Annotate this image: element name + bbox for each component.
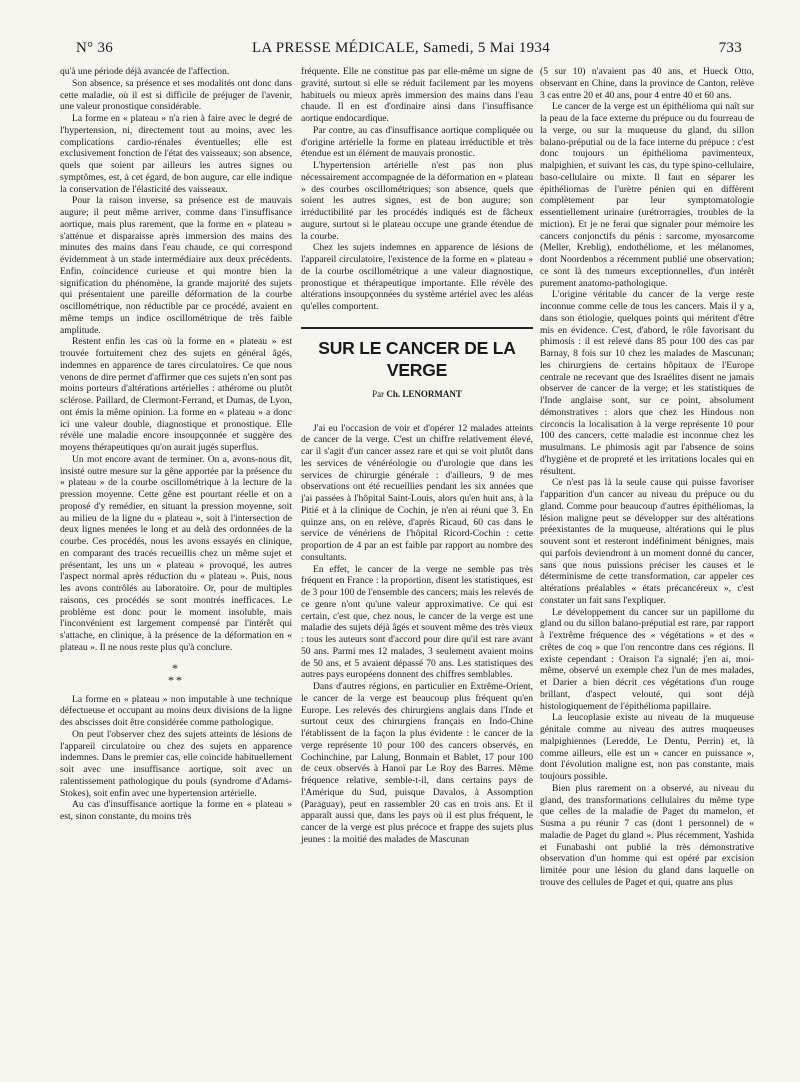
- paragraph: Restent enfin les cas où la forme en « plateau » est trouvée fortuitement chez des sujets en général âgés, indemnes en apparence de tares circulatoires. Ce que nous venons de dire permet d'affirmer que ces sujets n'en sont pas moins porteurs d'altérations artérielles : athérome ou plutôt sclérose. Paillard, de Clermont-Ferrand, et Dumas, de Lyon, ont émis la même opinion. La forme en « plateau » a donc ici une valeur double, diagnostique et pronostique. Elle révèle une maladie encore insoupçonnée et suggère des moyens thérapeutiques qu'on aurait jugés superflus.: [60, 336, 292, 453]
- column-3: [540, 66, 754, 889]
- byline-author: Ch. LENORMANT: [386, 388, 462, 399]
- page-header: [60, 40, 742, 60]
- byline-prefix: Par: [372, 388, 385, 399]
- section-separator: * **: [168, 660, 184, 687]
- paragraph: Bien plus rarement on a observé, au niveau du gland, des transformations cellulaires du même type que celles de la maladie de Paget du mamelon, et Susma a pu réunir 7 cas (dont 1 personnel) de « maladie de Paget du gland ». Plus récemment, Yashida et Funabashi ont publié la très démonstrative observation d'un homme qui est opéré par excision limitée pour une lésion du gland dans laquelle on trouve des cellules de Paget et qui, quatre ans plus: [540, 782, 754, 888]
- paragraph: J'ai eu l'occasion de voir et d'opérer 12 malades atteints de cancer de la verge. C'est un chiffre relativement élevé, car il s'agit d'un cancer assez rare et qui se voit plutôt dans les services de vénéréologie ou d'urologie que dans les services de chirurgie générale : d'ailleurs, 9 de mes observations ont été recueillies pendant les six années que j'ai passées à l'hôpital Saint-Louis, alors qu'en huit ans, à la Pitié et à la clinique de Cochin, je n'en ai réuni que 3. En quinze ans, on en relève, d'après Ricaud, 60 cas dans le service de vénériens de l'hôpital Ricord-Cochin : cette proportion de 4 par an est faible par rapport au nombre des consultants.: [301, 422, 533, 563]
- paragraph: En effet, le cancer de la verge ne semble pas très fréquent en France : la proportion, disent les statistiques, est de 3 pour 100 de l'ensemble des cancers; mais les relevés de ce genre n'ont qu'une valeur approximative. Ce qui est certain, c'est que, chez nous, le cancer de la verge est une maladie des sujets déjà âgés et souvent même des très vieux : tous les auteurs sont d'accord pour dire qu'il est rare avant 50 ans. Parmi mes 12 malades, 3 seulement avaient moins de 50 ans, et 5 avaient dépassé 70 ans. Les statistiques des autres pays européens donnent des chiffres semblables.: [301, 563, 533, 681]
- paragraph: Au cas d'insuffisance aortique la forme en « plateau » est, sinon constante, du moins très: [60, 799, 292, 822]
- paragraph: Pour la raison inverse, sa présence est de mauvais augure; il peut même arriver, comme dans l'insuffisance aortique, mais plus rarement, que la forme en « plateau » s'atténue et disparaisse après immersion des mains des minutes des mains dans l'eau chaude, ce qui correspond évidemment à un stade intermédiaire aux deux précédents. Enfin, coïncidence curieuse et qui montre bien la signification du phénomène, la grande majorité des sujets qui présentaient une pareille déformation de la courbe oscillométrique, non réductible par ce procédé, avaient en même temps un indice oscillométrique de très faible amplitude.: [60, 195, 292, 336]
- article-title: SUR LE CANCER DE LA VERGE: [318, 337, 516, 380]
- paragraph: Un mot encore avant de terminer. On a, avons-nous dit, insisté outre mesure sur la gêne apportée par la présence du « plateau » de la courbe oscillométrique à la lecture de la pression moyenne. Cette gêne est pourtant réelle et on a proposé d'y remédier, en situant la pression moyenne, soit au milieu de la ligne du « plateau », soit à l'intersection de deux lignes menées le long et au delà des ordonnées de la courbe. Ces procédés, nous les avons essayés en clinique, en comparant des tracés recueillis chez un même sujet et présentant, les uns un « plateau » provoqué, les autres l'aspect normal après réduction du « plateau ». Puis, nous les avons contrôlés au laboratoire. Or, pour de multiples raisons, ces procédés se sont montrés inefficaces. Le problème est donc pour le moment insoluble, mais l'inconvénient est largement compensé par l'intérêt qui s'attache, en clinique, à la présence de la déformation en « plateau ». Il ne nous reste plus qu'à conclure.: [60, 453, 292, 653]
- paragraph: (5 sur 10) n'avaient pas 40 ans, et Hueck Otto, observant en Chine, dans la province de Canton, relève 3 cas entre 20 et 40 ans, pour 4 entre 40 et 60 ans.: [540, 66, 754, 101]
- paragraph: Son absence, sa présence et ses modalités ont donc dans cette maladie, où il est si difficile de préjuger de l'avenir, une valeur pronostique considérable.: [60, 77, 292, 113]
- paragraph: Par contre, au cas d'insuffisance aortique compliquée ou d'origine artérielle la forme en plateau irréductible et très étendue est un élément de mauvais pronostic.: [301, 124, 533, 160]
- paragraph: fréquente. Elle ne constitue pas par elle-même un signe de gravité, surtout si elle se réduit facilement par les moyens habituels ou mieux après immersion des mains dans l'eau chaude. Il en est d'ordinaire ainsi dans l'insuffisance aortique endocardique.: [301, 66, 533, 124]
- paragraph: La forme en « plateau » n'a rien à faire avec le degré de l'hypertension, ni, directement tout au moins, avec les complications cardio-rénales éventuelles; elle est exclusivement fonction de l'état des vaisseaux; son absence, quels que soient par ailleurs les autres signes ou symptômes, est, à cet égard, de bon augure, car elle indique la conservation de l'élasticité des vaisseaux.: [60, 113, 292, 195]
- column-1: [60, 66, 292, 823]
- article-divider: [301, 327, 533, 329]
- page-number: 733: [718, 40, 742, 56]
- paragraph: Le cancer de la verge est un épithélioma qui naît sur la peau de la face externe du prépuce ou du fourreau de la verge, ou sur la muqueuse du gland, du sillon balano-préputial ou de la face interne du prépuce : c'est donc toujours un épithélioma pavimenteux, malpighien, et suivant les cas, du type spino-cellulaire, baso-cellulaire ou mixte. Il faut en séparer les épithéliomas de l'urètre pénien qui en diffèrent complètement par leur symptomatologie essentiellement urinaire (urétrorragies, troubles de la miction). Et je ne ferai que signaler pour mémoire les cancers conjonctifs du pénis : sarcome, myosarcome (Meller, Kreblig), endothéliome, et les mélanomes, dont Noordenbos a récemment publié une observation; ce sont là des tumeurs exceptionnelles, d'un intérêt purement anatomo-pathologique.: [540, 101, 754, 289]
- paragraph: L'origine véritable du cancer de la verge reste inconnue comme celle de tous les cancers. Mais il y a, dans son étiologie, quelques points qui méritent d'être mis en évidence. C'est, d'abord, le rôle favorisant du phimosis : il est relevé dans 85 pour 100 des cas par Barnay, 8 fois sur 10 chez les malades de Mascunan; les chirurgiens de certains hôpitaux de l'Europe centrale ne recevant que des Israélites disent ne jamais observer de cancer de la verge; et les statistiques de l'Inde anglaise sont, sur ce point, absolument démonstratives : alors que chez les Hindous non circoncis la localisation à la verge représente 10 pour 100 des cancers, cette maladie est inconnue chez les musulmans. Le phimosis agit par l'absence de soins d'hygiène et de propreté et les irritations locales qui en résultent.: [540, 289, 754, 477]
- article-byline: [301, 389, 533, 401]
- paragraph: L'hypertension artérielle n'est pas non plus nécessairement accompagnée de la déformation en « plateau » des courbes oscillométriques; son absence, quels que soient les autres signes, est de bon augure; son irréductibilité par les procédés indiqués est de fâcheux augure, surtout si le plateau occupe une grande étendue de la courbe.: [301, 160, 534, 242]
- paragraph: Chez les sujets indemnes en apparence de lésions de l'appareil circulatoire, l'existence de la forme en « plateau » de la courbe oscillométrique a une valeur diagnostique, pronostique et thérapeutique importante. Elle révèle des altérations insoupçonnées du système artériel avec les aléas qu'elles comportent.: [301, 242, 533, 312]
- paragraph: La leucoplasie existe au niveau de la muqueuse génitale comme au niveau des autres muqueuses malpighiennes (Leredde, Le Dentu, Perrin) et, là comme ailleurs, elle est un « cancer en puissance », dont l'évolution maligne est, non pas constante, mais toujours possible.: [540, 712, 754, 782]
- publication-title: LA PRESSE MÉDICALE, Samedi, 5 Mai 1934: [251, 40, 551, 56]
- paragraph: La forme en « plateau » non imputable à une technique défectueuse et occupant au moins deux divisions de la ligne des abscisses doit être considérée comme pathologique.: [60, 693, 292, 728]
- paragraph: Ce n'est pas là la seule cause qui puisse favoriser l'apparition d'un cancer au niveau du prépuce ou du gland. Comme pour beaucoup d'autres épithéliomas, la lésion maligne peut se développer sur des altérations préexistantes de la muqueuse, altérations qui le plus souvent sont et resteront indéfiniment bénignes, mais qui parfois deviendront à un moment donné du cancer, sans que nous puissions préciser les causes et le déterminisme de cette transformation, car appeler ces altérations préalables « états précancéreux », c'est constater un fait sans l'expliquer.: [540, 477, 754, 606]
- column-2: [301, 66, 533, 846]
- paragraph: Dans d'autres régions, en particulier en Extrême-Orient, le cancer de la verge est beaucoup plus fréquent qu'en Europe. Les relevés des chirurgiens anglais dans l'Inde et surtout ceux des chirurgiens français en Indo-Chine l'établissent de la façon la plus évidente : le cancer de la verge représente 10 pour 100 des cancers observés, en Cochinchine, par Lalung, Bonmain et Bablet, 17 pour 100 de ceux observés à Hanoï par Le Roy des Barres. Même fréquence relative, semble-t-il, dans certains pays de l'Amérique du Sud, puisque Davalos, à Assomption (Paraguay), peut en rassembler 20 cas en trois ans. Et il apparaît aussi que, dans les pays où il est plus fréquent, le cancer de la verge est plus précoce et frappe des sujets plus jeunes : la moitié des malades de Mascunan: [301, 681, 533, 845]
- paragraph: qu'à une période déjà avancée de l'affection.: [60, 66, 230, 77]
- paragraph: On peut l'observer chez des sujets atteints de lésions de l'appareil circulatoire ou chez des sujets en apparence indemnes. Dans le premier cas, elle coïncide habituellement soit avec une insuffisance aortique, soit avec un ralentissement pathologique du pouls (syndrome d'Adams-Stokes), soit enfin avec une hypertension artérielle.: [60, 728, 292, 799]
- paragraph: Le développement du cancer sur un papillome du gland ou du sillon balano-préputial est rare, par rapport à l'extrême fréquence des « végétations » et des « crêtes de coq » que l'on rencontre dans ces régions. Il existe cependant : Oraison l'a signalé; j'en ai, moi-même, observé un exemple chez l'un de mes malades, et Darier a bien décrit ces végétations d'un rouge brillant, d'aspect velouté, qui sont déjà histologiquement de l'épithélioma papillaire.: [540, 606, 754, 712]
- issue-number: N° 36: [76, 40, 114, 56]
